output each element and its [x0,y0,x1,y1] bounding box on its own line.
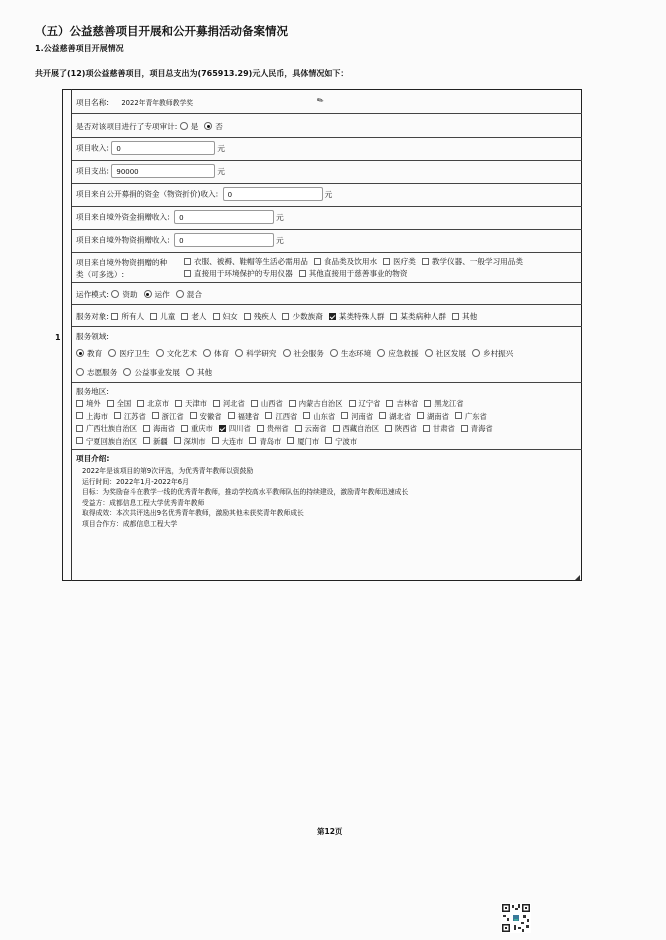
mode-option[interactable] [111,289,137,300]
checkbox-icon[interactable] [265,412,272,419]
overseas-goods-label: 项目来自境外物资捐赠收入: [76,235,170,245]
target-option[interactable] [282,311,322,322]
field-row [72,327,582,383]
region-line [76,411,499,424]
checkbox-icon[interactable] [461,425,468,432]
resize-handle-icon[interactable] [575,575,580,580]
checkbox-icon[interactable] [303,412,310,419]
region-option-label: 山东省 [313,411,336,421]
audit-option[interactable] [204,121,223,132]
region-option-label: 辽宁省 [358,399,381,408]
overseas-fund-unit: 元 [276,212,284,222]
index-column [62,89,72,581]
target-label: 服务对象: [76,312,109,321]
mode-row [72,283,582,305]
checkbox-icon[interactable] [379,412,386,419]
region-option-label: 福建省 [237,411,260,421]
sub-heading: 1.公益慈善项目开展情况 [35,44,124,53]
expense-row [72,161,582,184]
region-option-label: 陕西省 [395,424,417,433]
goods-type-option[interactable] [299,268,408,280]
radio-icon[interactable] [108,349,116,357]
goods-type-option[interactable] [422,256,523,268]
checkbox-icon[interactable] [390,313,397,320]
public-fund-label: 项目来自公开募捐的资金（物资折价)收入: [76,189,219,199]
field-option[interactable] [425,348,466,359]
audit-option-label: 是 [190,122,199,131]
checkbox-icon[interactable] [181,425,188,432]
row-index: 1 [55,333,61,342]
checkbox-icon[interactable] [150,313,157,320]
region-option-label: 上海市 [86,411,108,421]
region-option[interactable] [212,436,244,449]
region-line [76,398,499,411]
intro-line: 运行时间：2022年1月-2022年6月 [82,477,189,486]
expense-unit: 元 [217,166,225,176]
checkbox-icon[interactable] [152,412,159,419]
checkbox-icon[interactable] [385,425,392,432]
region-option[interactable] [174,436,206,449]
field-option[interactable] [156,348,197,359]
region-option[interactable] [424,398,463,411]
field-option[interactable] [123,367,180,378]
intro-line: 目标：为奖励奋斗在教学一线的优秀青年教师，推动学校高水平教师队伍的持续建设，激励青年教师迅速成长 [82,488,409,496]
region-option[interactable] [76,411,108,424]
checkbox-icon[interactable] [295,425,302,432]
audit-row [72,114,582,138]
checkbox-icon[interactable] [111,313,118,320]
region-option[interactable] [289,398,343,411]
field-option-label: 社区发展 [435,349,466,358]
region-option[interactable] [175,398,207,411]
target-option[interactable] [111,311,144,322]
region-option-label: 广东省 [464,411,487,421]
region-option-label: 境外 [86,399,101,408]
radio-selected-icon[interactable] [76,349,84,357]
radio-icon[interactable] [176,290,184,298]
region-option[interactable] [287,436,319,449]
checkbox-icon[interactable] [383,258,390,265]
region-option[interactable] [349,398,381,411]
field-option-label: 应急救援 [388,349,419,358]
mode-option[interactable] [176,289,202,300]
checkbox-icon[interactable] [174,437,181,444]
intro-line: 受益方：成都信息工程大学优秀青年教师 [82,498,205,507]
region-label: 服务地区: [76,387,109,396]
goods-type-option[interactable] [383,256,416,268]
target-option-label: 所有人 [121,312,145,321]
checkbox-icon[interactable] [424,400,431,407]
checkbox-icon[interactable] [299,270,306,277]
income-unit: 元 [217,143,225,153]
region-option[interactable] [379,411,411,424]
field-option-label: 乡村振兴 [483,349,514,358]
region-option[interactable] [265,411,297,424]
field-option[interactable] [235,348,276,359]
target-option-label: 老人 [191,312,207,321]
region-option[interactable] [295,423,327,436]
field-option-label: 教育 [87,349,103,358]
checkbox-icon[interactable] [341,412,348,419]
radio-selected-icon[interactable] [144,290,152,298]
summary-text: 共开展了(12)项公益慈善项目，项目总支出为(765913.29)元人民币，具体情况如下： [35,69,349,78]
checkbox-icon[interactable] [76,437,83,444]
field-option-label: 生态环境 [340,349,372,358]
public-fund-input[interactable]: 0 [223,187,323,201]
expense-label: 项目支出: [76,166,109,176]
region-line [76,436,499,449]
region-option-label: 青岛市 [259,436,282,446]
region-option-label: 西藏自治区 [342,424,380,433]
checkbox-icon[interactable] [314,258,321,265]
checkbox-icon[interactable] [76,425,83,432]
region-option[interactable] [114,411,146,424]
overseas-fund-label: 项目来自境外资金捐赠收入: [76,212,170,222]
checkbox-icon[interactable] [143,437,150,444]
checkbox-icon[interactable] [175,400,182,407]
checkbox-icon[interactable] [228,412,235,419]
region-option-label: 湖南省 [427,411,449,421]
checkbox-icon[interactable] [386,400,393,407]
region-option[interactable] [417,411,449,424]
goods-type-option-label: 其他直接用于慈善事业的物资 [308,269,408,278]
region-option-label: 海南省 [153,424,175,433]
target-option[interactable] [329,311,385,322]
region-option-label: 河北省 [222,399,245,408]
intro-line: 2022年是该项目的第9次评选，为优秀青年教师以资鼓励 [82,467,254,475]
goods-type-option-label: 衣服、被褥、鞋帽等生活必需用品 [194,257,308,266]
checkbox-icon[interactable] [137,400,144,407]
target-option[interactable] [213,311,238,322]
radio-icon[interactable] [123,368,131,376]
radio-icon[interactable] [472,349,480,357]
checkbox-icon[interactable] [143,425,150,432]
edit-pencil-icon: ✎ [315,94,326,107]
goods-type-option[interactable] [184,256,308,268]
region-option[interactable] [303,411,335,424]
region-option-label: 山西省 [260,399,283,408]
region-option-label: 深圳市 [183,436,206,446]
field-option-label: 医疗卫生 [119,349,150,358]
radio-icon[interactable] [235,349,243,357]
mode-option[interactable] [144,289,170,300]
target-option-label: 某类病种人群 [400,312,446,321]
checkbox-icon[interactable] [249,437,256,444]
region-option[interactable] [455,411,487,424]
field-option[interactable] [203,348,229,359]
field-label: 服务领域: [76,332,109,341]
region-option-label: 江苏省 [123,411,146,421]
field-option[interactable] [472,348,513,359]
radio-icon[interactable] [330,349,338,357]
region-option-label: 湖北省 [389,411,412,421]
checkbox-icon[interactable] [287,437,294,444]
checkbox-icon[interactable] [333,425,340,432]
region-option[interactable] [181,423,213,436]
target-option[interactable] [244,311,277,322]
checkbox-icon[interactable] [282,313,289,320]
overseas-fund-input[interactable]: 0 [174,210,274,224]
target-option[interactable] [452,311,477,322]
qr-code-icon [501,903,531,933]
region-option[interactable] [107,398,132,411]
region-option-label: 浙江省 [161,411,184,421]
field-option[interactable] [330,348,371,359]
intro-row[interactable] [72,450,582,581]
goods-type-option-label: 医疗类 [393,257,416,266]
checkbox-icon[interactable] [184,270,191,277]
audit-label: 是否对该项目进行了专项审计: [76,122,178,131]
mode-option-label: 运作 [154,290,170,299]
region-option[interactable] [325,436,357,449]
region-option-label: 北京市 [147,399,170,408]
field-option-label: 其他 [196,368,213,377]
region-option[interactable] [219,423,251,436]
intro-label: 项目介绍: [76,454,110,463]
region-option-label: 青海省 [470,424,493,433]
field-option[interactable] [76,348,102,359]
target-option[interactable] [150,311,175,322]
field-option-label: 公益事业发展 [134,368,180,377]
checkbox-icon[interactable] [244,313,251,320]
checkbox-checked-icon[interactable] [219,425,226,432]
region-option[interactable] [137,398,169,411]
checkbox-icon[interactable] [184,258,191,265]
region-option-label: 云南省 [304,424,327,433]
checkbox-icon[interactable] [213,400,220,407]
field-option[interactable] [76,367,117,378]
target-option[interactable] [390,311,446,322]
field-option[interactable] [186,367,212,378]
checkbox-icon[interactable] [349,400,356,407]
region-option[interactable] [333,423,379,436]
region-line [76,423,499,436]
checkbox-checked-icon[interactable] [329,313,336,320]
region-option-label: 广西壮族自治区 [86,424,138,433]
region-option-label: 安徽省 [199,411,222,421]
region-option[interactable] [257,423,289,436]
field-option-label: 科学研究 [246,349,277,358]
checkbox-icon[interactable] [181,313,188,320]
field-option[interactable] [108,348,149,359]
goods-type-option-label: 直接用于环境保护的专用仪器 [194,269,293,278]
overseas-goods-unit: 元 [276,235,284,245]
checkbox-icon[interactable] [455,412,462,419]
radio-selected-icon[interactable] [204,122,212,130]
target-option-label: 某类特殊人群 [338,312,385,321]
region-option-label: 江西省 [275,411,298,421]
region-option-label: 宁夏回族自治区 [86,436,138,446]
goods-type-row [72,253,582,283]
goods-type-option[interactable] [314,256,377,268]
region-option-label: 甘肃省 [432,424,455,433]
income-row [72,138,582,161]
field-option-label: 文化艺术 [166,349,197,358]
region-option-label: 全国 [116,399,132,408]
region-option[interactable] [76,436,137,449]
region-option[interactable] [423,423,455,436]
radio-icon[interactable] [76,368,84,376]
page-number: 第12页 [317,827,343,836]
goods-type-option-label: 教学仪器、一般学习用品类 [431,257,523,266]
target-option-label: 妇女 [222,312,238,321]
region-option[interactable] [152,411,184,424]
checkbox-icon[interactable] [422,258,429,265]
region-option[interactable] [143,423,175,436]
public-fund-row [72,184,582,207]
region-option-label: 四川省 [228,424,251,433]
project-name-label: 项目名称: [76,98,109,107]
region-option[interactable] [386,398,418,411]
radio-icon[interactable] [111,290,119,298]
region-option-label: 河南省 [351,411,374,421]
region-option-label: 重庆市 [190,424,213,433]
region-option[interactable] [251,398,283,411]
target-option-label: 残疾人 [253,312,277,321]
intro-line: 项目合作方：成都信息工程大学 [82,519,178,528]
checkbox-icon[interactable] [257,425,264,432]
project-name-row [72,89,582,114]
region-option[interactable] [341,411,373,424]
checkbox-icon[interactable] [213,313,220,320]
checkbox-icon[interactable] [114,412,121,419]
mode-option-label: 资助 [122,290,138,299]
radio-icon[interactable] [425,349,433,357]
field-option[interactable] [377,348,418,359]
checkbox-icon[interactable] [417,412,424,419]
intro-line: 取得成效：本次共评选出9名优秀青年教师，激励其他未获奖青年教师成长 [82,509,304,517]
region-option[interactable] [143,436,168,449]
goods-type-label-line1: 项目来自境外物资捐赠的种 [76,258,168,267]
checkbox-icon[interactable] [289,400,296,407]
goods-type-option-label: 食品类及饮用水 [323,257,378,266]
region-row [72,383,582,450]
checkbox-icon[interactable] [325,437,332,444]
region-option[interactable] [249,436,281,449]
region-option[interactable] [190,411,222,424]
goods-type-label-line2: 类（可多选）: [76,270,125,279]
region-option-label: 内蒙古自治区 [298,399,343,408]
region-option-label: 宁波市 [335,436,358,446]
field-option[interactable] [283,348,324,359]
radio-icon[interactable] [156,349,164,357]
checkbox-icon[interactable] [107,400,114,407]
radio-icon[interactable] [186,368,194,376]
project-name-value[interactable]: 2022年青年教师教学奖 [121,99,194,107]
audit-option-label: 否 [215,122,223,131]
field-option-label: 社会服务 [293,349,324,358]
target-option-label: 其他 [461,312,478,321]
field-option-label: 体育 [213,349,230,358]
region-option[interactable] [213,398,245,411]
region-option[interactable] [76,423,137,436]
region-option[interactable] [461,423,493,436]
checkbox-icon[interactable] [423,425,430,432]
target-option-label: 少数族裔 [292,312,323,321]
public-fund-unit: 元 [324,189,333,199]
checkbox-icon[interactable] [452,313,459,320]
target-option[interactable] [181,311,206,322]
region-option-label: 贵州省 [266,424,289,433]
section-heading: （五）公益慈善项目开展和公开募捐活动备案情况 [35,24,288,38]
income-input[interactable]: 0 [111,141,215,155]
audit-option[interactable] [180,121,199,132]
goods-type-option[interactable] [184,268,293,280]
region-option-label: 吉林省 [396,399,419,408]
target-row [72,305,582,327]
region-option-label: 大连市 [221,436,244,446]
region-option[interactable] [385,423,417,436]
checkbox-icon[interactable] [190,412,197,419]
overseas-goods-row [72,230,582,253]
checkbox-icon[interactable] [76,412,83,419]
overseas-goods-input[interactable]: 0 [174,233,274,247]
checkbox-icon[interactable] [251,400,258,407]
radio-icon[interactable] [283,349,291,357]
target-option-label: 儿童 [160,312,176,321]
overseas-fund-row [72,207,582,230]
region-option[interactable] [76,398,101,411]
radio-icon[interactable] [180,122,188,130]
income-label: 项目收入: [76,143,109,153]
checkbox-icon[interactable] [76,400,83,407]
region-option-label: 厦门市 [297,436,320,446]
field-option-label: 志愿服务 [87,368,118,377]
mode-option-label: 混合 [186,290,202,299]
mode-label: 运作模式: [76,290,109,299]
region-option-label: 新疆 [153,436,168,446]
expense-input[interactable]: 90000 [111,164,215,178]
radio-icon[interactable] [203,349,211,357]
checkbox-icon[interactable] [212,437,219,444]
region-option-label: 天津市 [185,399,207,408]
region-option[interactable] [228,411,260,424]
radio-icon[interactable] [377,349,385,357]
region-option-label: 黑龙江省 [434,399,464,408]
